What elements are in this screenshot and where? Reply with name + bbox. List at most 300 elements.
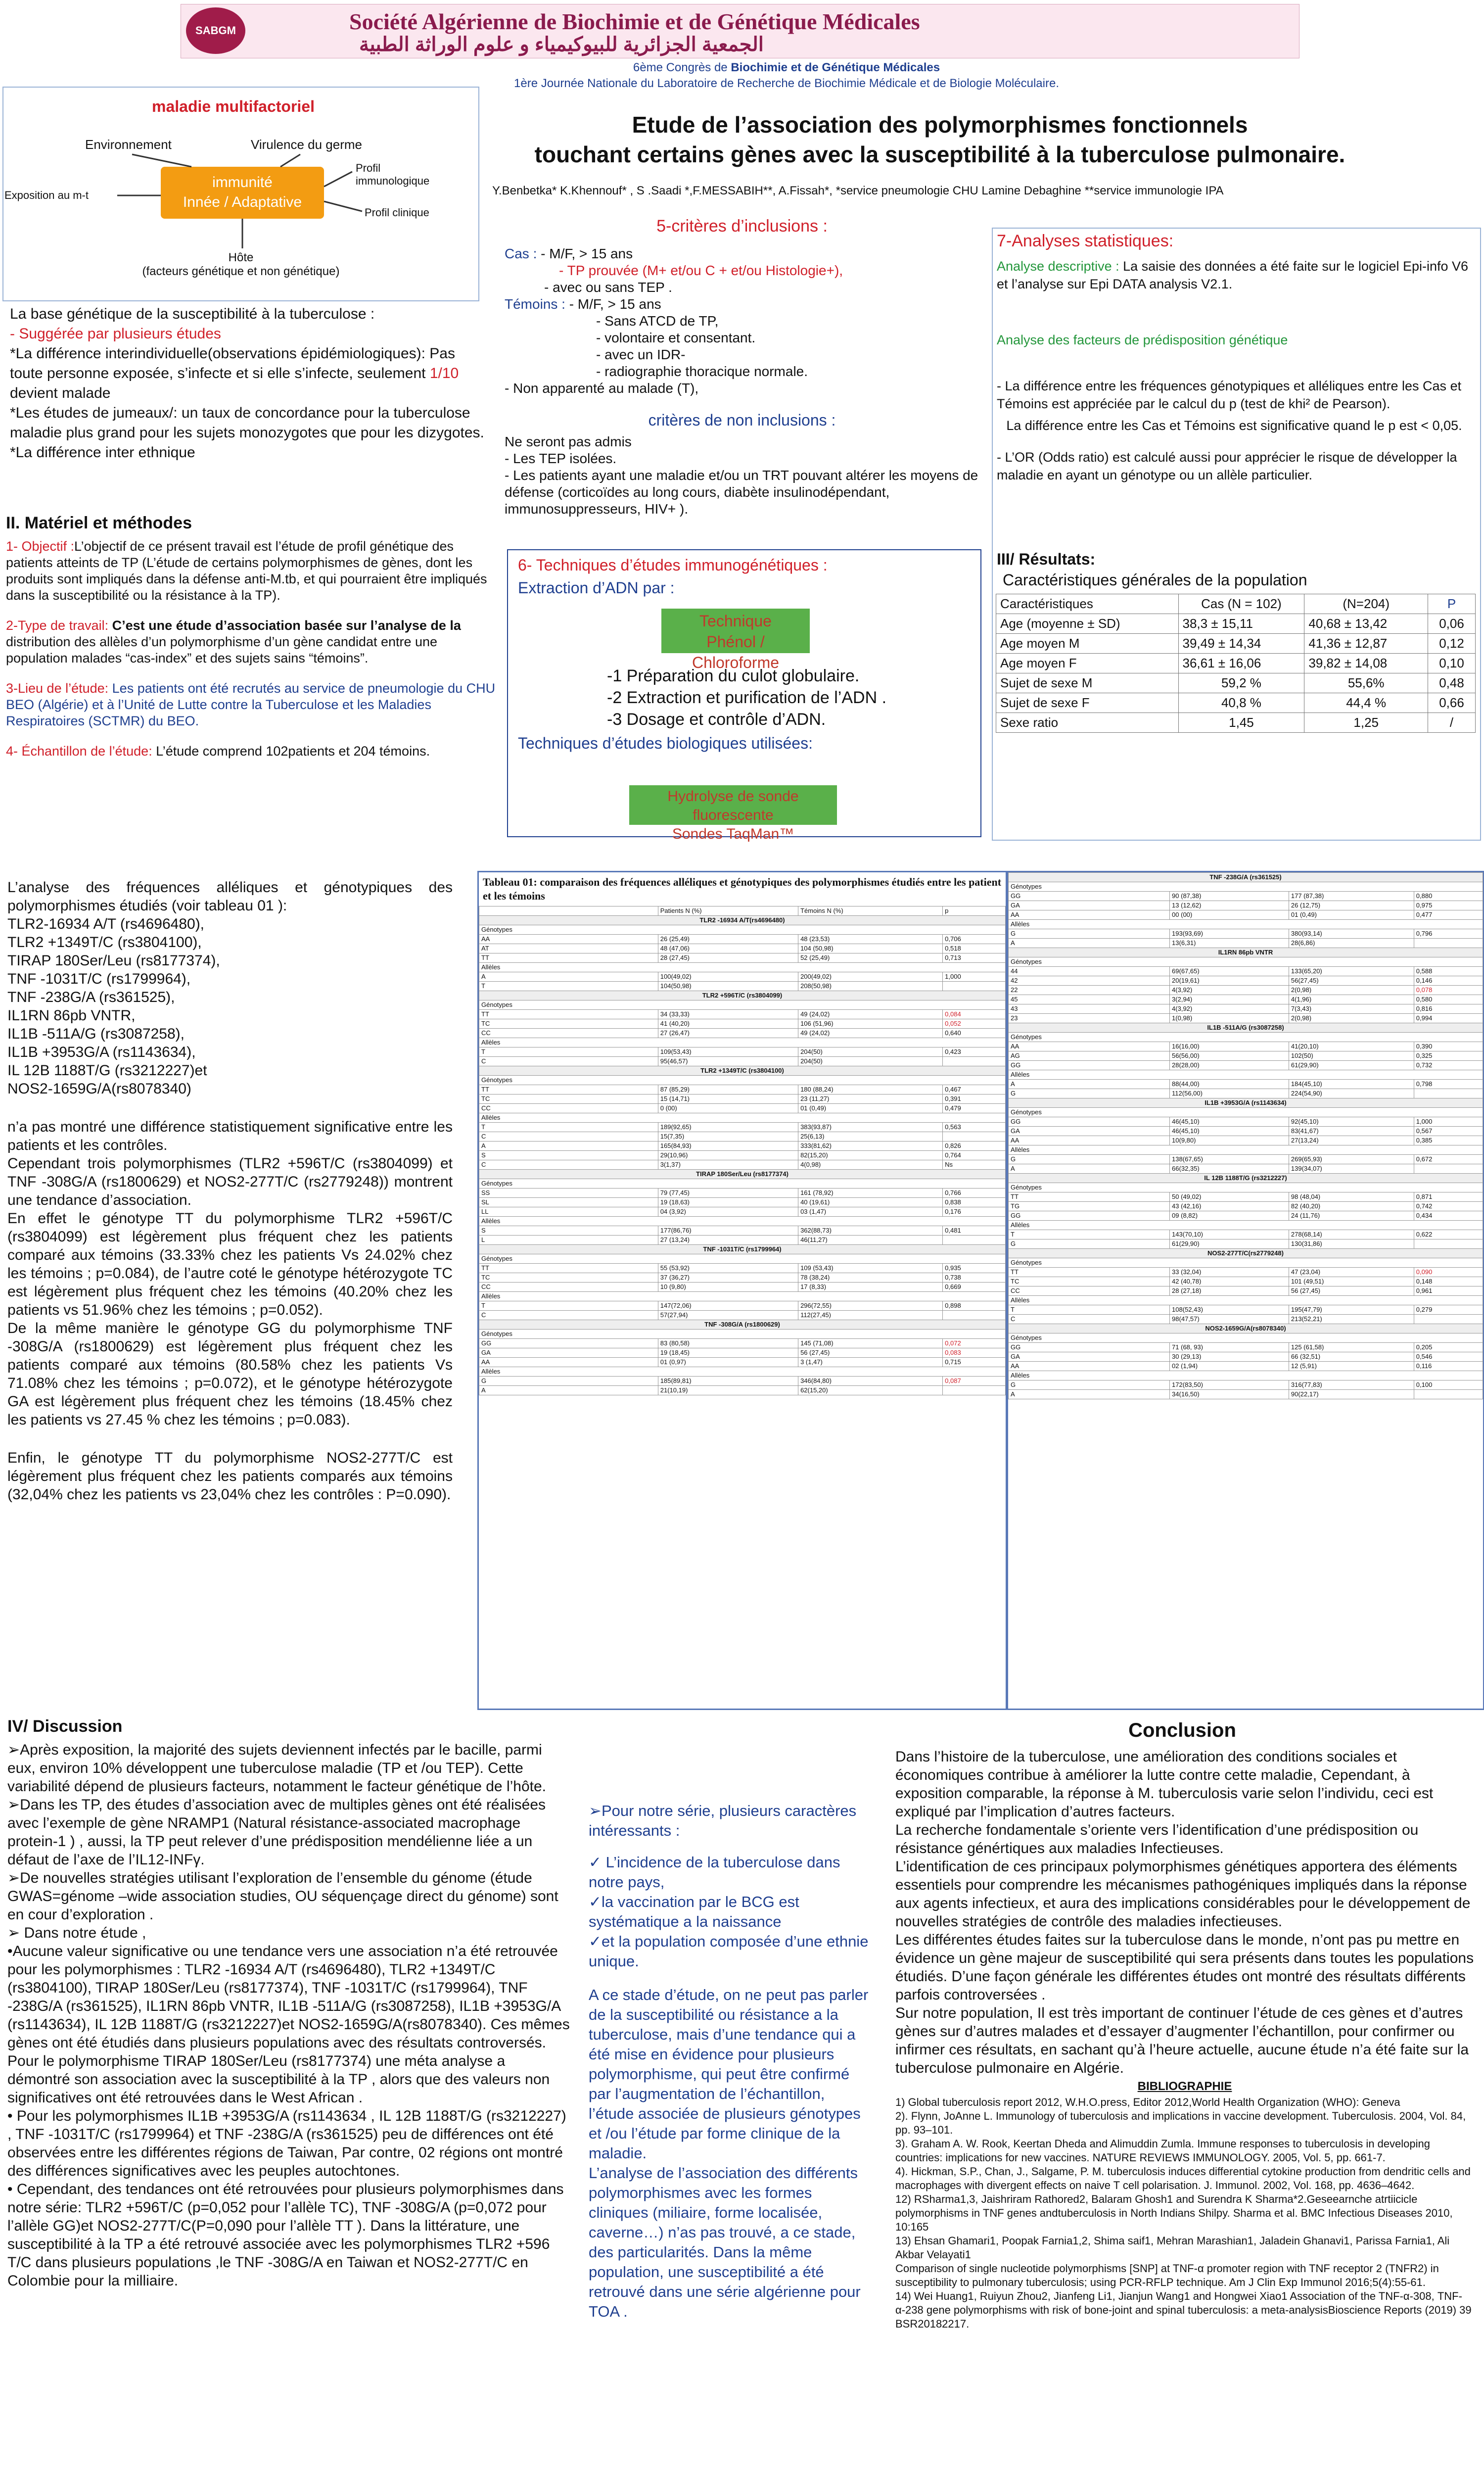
table-cell: 42 (40,78) bbox=[1170, 1277, 1289, 1286]
table-row bbox=[479, 1010, 1006, 1019]
table-cell: 0,078 bbox=[1414, 986, 1483, 995]
table-cell: 147(72,06) bbox=[658, 1301, 798, 1311]
table-cell: 0,477 bbox=[1414, 910, 1483, 920]
table-cell: 3(2,94) bbox=[1170, 995, 1289, 1004]
table-cell: 24 (11,76) bbox=[1289, 1211, 1414, 1221]
table-cell: 208(50,98) bbox=[798, 982, 943, 991]
table-cell: 213(52,21) bbox=[1289, 1315, 1414, 1324]
table-cell: 50 (49,02) bbox=[1170, 1192, 1289, 1202]
table-cell: TT bbox=[1009, 1268, 1170, 1277]
table-group-row bbox=[1009, 1174, 1483, 1183]
table-row bbox=[479, 953, 1006, 963]
gene-label: TLR2 +1349T/C (rs3804100) bbox=[479, 1066, 1006, 1076]
table-cell: 26 (12,75) bbox=[1289, 901, 1414, 910]
table-cell: 0,385 bbox=[1414, 1136, 1483, 1145]
table-cell: 269(65,93) bbox=[1289, 1155, 1414, 1164]
table-cell: C bbox=[479, 1132, 658, 1142]
table-row bbox=[479, 972, 1006, 982]
table-cell: 0,961 bbox=[1414, 1286, 1483, 1296]
table-row bbox=[479, 1348, 1006, 1358]
table-row bbox=[479, 1273, 1006, 1283]
stats-box bbox=[992, 228, 1481, 841]
table-cell: 0,087 bbox=[943, 1377, 1006, 1386]
table-cell: 13 (12,62) bbox=[1170, 901, 1289, 910]
profil-clinique-label: Profil clinique bbox=[365, 206, 429, 219]
table-cell: GG bbox=[1009, 1343, 1170, 1352]
table-cell: GA bbox=[1009, 1127, 1170, 1136]
table-cell bbox=[943, 1057, 1006, 1066]
table-cell bbox=[943, 982, 1006, 991]
table-section-row bbox=[1009, 1183, 1483, 1192]
analysis-block: L’analyse des fréquences alléliques et génotypiques des polymorphismes étudiés (voir tableau 01 ): TLR2-16934 A/T (rs4696480), TLR2 +1349T/C (rs3804100), TIRAP 180Ser/Leu (rs8177374), TNF -1031T/C (rs1799964), TNF -238G/A (rs361525), IL1RN 86pb VNTR, IL1B -511A/G (rs3087258), IL1B +3953G/A (rs1143634), IL 12B 1188T/G (rs3212227)et NOS2-1659G/A(rs8078340) n’a pas montré une différence statistiquement significative entre les patients et les contrôles. Cependant trois polymorphismes (TLR2 +596T/C (rs3804099) et TNF -308G/A (rs1800629) et NOS2-277T/C (rs2779248)) montrent une tendance d’association. En effet le génotype TT du polymorphisme TLR2 +596T/C (rs3804099) est légèrement plus fréquent chez les patients comparé aux témoins (33.33% chez les patients Vs 24.02% chez les témoins ; p=0.084), de l’autre coté le génotype hétérozygote TC est légèrement plus fréquent chez les témoins (40.20% chez les patients vs 51.96% chez les témoins ; p=0.052). De la même manière le génotype GG du polymorphisme TNF -308G/A (rs1800629) est légèrement plus fréquent chez les patients comparé aux témoins (80.58% chez les patients Vs 71.08% chez les témoins ; p=0.072), et le génotype hétérozygote GA est légèrement plus fréquent chez les témoins (18.45% chez les patients vs 27.45 % chez les témoins ; p=0.083). Enfin, le génotype TT du polymorphisme NOS2-277T/C est légèrement plus fréquent chez les patients comparés aux témoins (32,04% chez les patients vs 23,04% chez les contrôles : P=0.090). bbox=[7, 879, 453, 1503]
intro-block: La base génétique de la susceptibilité à la tuberculose : - Suggérée par plusieurs études *La différence interindividuelle(observations épidémiologiques): Pas toute personne exposée, s’infecte et si elle s’infecte, seulement 1/10 devient malade *Les études de jumeaux/: un taux de concordance pour la tuberculose maladie plus grand pour les sujets monozygotes que pour les dizygotes. *La différence inter ethnique bbox=[10, 306, 484, 461]
table-cell: GG bbox=[1009, 1117, 1170, 1127]
table-cell: 10(9,80) bbox=[1170, 1136, 1289, 1145]
table-cell: 180 (88,24) bbox=[798, 1085, 943, 1094]
table-cell: 45 bbox=[1009, 995, 1170, 1004]
table-cell: 28(28,00) bbox=[1170, 1061, 1289, 1070]
table-cell: 0,084 bbox=[943, 1010, 1006, 1019]
table-cell: 44 bbox=[1009, 967, 1170, 976]
diagram-title: maladie multifactoriel bbox=[152, 97, 315, 115]
table-cell: 145 (71,08) bbox=[798, 1339, 943, 1348]
table-cell: 34(16,50) bbox=[1170, 1390, 1289, 1399]
table-cell: 383(93,87) bbox=[798, 1123, 943, 1132]
table-row bbox=[479, 1142, 1006, 1151]
table-cell: 15 (14,71) bbox=[658, 1094, 798, 1104]
table-cell: GA bbox=[479, 1348, 658, 1358]
table1-panel bbox=[477, 871, 1007, 1710]
table-row bbox=[479, 944, 1006, 953]
table-cell: 125 (61,58) bbox=[1289, 1343, 1414, 1352]
table-cell: SL bbox=[479, 1198, 658, 1207]
table-row bbox=[1009, 1239, 1483, 1249]
table-cell: 46(45,10) bbox=[1170, 1127, 1289, 1136]
section-label: Génotypes bbox=[479, 1076, 1006, 1085]
section-label: Allèles bbox=[479, 1113, 1006, 1123]
reference-item: 1) Global tuberculosis report 2012, W.H.O.press, Editor 2012,World Health Organization (WHO): Geneva bbox=[895, 2096, 1400, 2108]
table-cell: 62(15,20) bbox=[798, 1386, 943, 1395]
table-cell: 346(84,80) bbox=[798, 1377, 943, 1386]
gene-label: IL1B +3953G/A (rs1143634) bbox=[1009, 1098, 1483, 1108]
reference-item: 3). Graham A. W. Rook, Keertan Dheda and Alimuddin Zumla. Immune responses to tuberculosis in developing countries: implications for new vaccines. NATURE REVIEWS IMMUNOLOGY. 2005, Vol. 5, pp. 661-7. bbox=[895, 2138, 1431, 2164]
table-cell: 22 bbox=[1009, 986, 1170, 995]
table-cell: 61(29,90) bbox=[1170, 1239, 1289, 1249]
table-cell: 0,325 bbox=[1414, 1051, 1483, 1061]
table-cell: C bbox=[479, 1160, 658, 1170]
table-cell: 189(92,65) bbox=[658, 1123, 798, 1132]
table-row bbox=[1009, 1362, 1483, 1371]
table-row bbox=[479, 1311, 1006, 1320]
polymorphism-list bbox=[7, 915, 453, 1098]
results-row: Sujet de sexe M 59,2 % 55,6% 0,48 bbox=[996, 673, 1476, 693]
table-cell: 0,975 bbox=[1414, 901, 1483, 910]
stats-heading: 7-Analyses statistiques: bbox=[997, 232, 1174, 250]
table-cell: T bbox=[1009, 1230, 1170, 1239]
section-label: Allèles bbox=[1009, 1070, 1483, 1080]
table-cell: G bbox=[1009, 1380, 1170, 1390]
results-header-row: Caractéristiques Cas (N = 102) (N=204) P bbox=[996, 594, 1476, 614]
table-section-row bbox=[479, 1000, 1006, 1010]
table-row bbox=[1009, 1343, 1483, 1352]
table-cell: 10 (9,80) bbox=[658, 1283, 798, 1292]
table-cell: 01 (0,97) bbox=[658, 1358, 798, 1367]
table-cell: CC bbox=[479, 1104, 658, 1113]
table-cell: 0,083 bbox=[943, 1348, 1006, 1358]
table-cell: 19 (18,63) bbox=[658, 1198, 798, 1207]
table-row bbox=[1009, 901, 1483, 910]
gene-label: IL1B -511A/G (rs3087258) bbox=[1009, 1023, 1483, 1033]
table-section-row bbox=[479, 1292, 1006, 1301]
methods-block: 1- Objectif :L’objectif de ce présent travail est l’étude de profil génétique des patients atteints de TP (L’étude de certains polymorphismes de gènes, dont les produits sont impliqués dans la défense anti-M.tb, et qui pourraient être impliqués dans la susceptibilité ou la résistance à la TP). 2-Type de travail: C’est une étude d’association basée sur l’analyse de la distribution des allèles d’un polymorphisme d’un gène candidat entre une population malades “cas-index” et des sujets sains “témoins”. 3-Lieu de l’étude: Les patients ont été recrutés au service de pneumologie du CHU BEO (Algérie) et à l’Unité de Lutte contre la Tuberculose et les Maladies Respiratoires (SCTMR) du BEO. 4- Échantillon de l’étude: L’étude comprend 102patients et 204 témoins. bbox=[6, 539, 496, 759]
table-row bbox=[1009, 1164, 1483, 1174]
table-row bbox=[1009, 1051, 1483, 1061]
table-cell: GG bbox=[1009, 1061, 1170, 1070]
table-cell: 02 (1,94) bbox=[1170, 1362, 1289, 1371]
table-cell: TC bbox=[1009, 1277, 1170, 1286]
table-section-row bbox=[1009, 1221, 1483, 1230]
table-cell: LL bbox=[479, 1207, 658, 1217]
table-section-row bbox=[1009, 920, 1483, 929]
discussion-heading: IV/ Discussion bbox=[7, 1717, 123, 1736]
gene-label: TIRAP 180Ser/Leu (rs8177374) bbox=[479, 1170, 1006, 1179]
section-label: Allèles bbox=[1009, 1296, 1483, 1305]
table-cell: 28 (27,18) bbox=[1170, 1286, 1289, 1296]
table-cell: 0,434 bbox=[1414, 1211, 1483, 1221]
table-group-row bbox=[1009, 873, 1483, 882]
table-cell: AA bbox=[1009, 1136, 1170, 1145]
reference-item: 4). Hickman, S.P., Chan, J., Salgame, P. M. tuberculosis induces differential cytokine production from dendritic cells and macrophages with divergent effects on naive T cell polarisation. J. Immunol. 2002, Vol. 168, pp. 4636–4642. bbox=[895, 2165, 1471, 2191]
conclusion-heading: Conclusion bbox=[1128, 1719, 1236, 1741]
gene-label: TNF -238G/A (rs361525) bbox=[1009, 873, 1483, 882]
table-cell: GG bbox=[1009, 892, 1170, 901]
table-cell bbox=[1414, 1239, 1483, 1249]
table-group-row bbox=[1009, 1098, 1483, 1108]
table-cell bbox=[1414, 1089, 1483, 1098]
table-section-row bbox=[479, 1038, 1006, 1047]
table-cell: TG bbox=[1009, 1202, 1170, 1211]
table-cell: 47 (23,04) bbox=[1289, 1268, 1414, 1277]
table-cell: AA bbox=[1009, 1042, 1170, 1051]
table-cell: 0,546 bbox=[1414, 1352, 1483, 1362]
table-section-row bbox=[479, 1330, 1006, 1339]
table-row bbox=[479, 1160, 1006, 1170]
table-group-row bbox=[479, 1245, 1006, 1254]
table-cell: 0,994 bbox=[1414, 1014, 1483, 1023]
table-row bbox=[1009, 1080, 1483, 1089]
table-cell: 23 bbox=[1009, 1014, 1170, 1023]
table-row bbox=[1009, 1277, 1483, 1286]
table-section-row bbox=[479, 1217, 1006, 1226]
environment-label: Environnement bbox=[85, 137, 172, 152]
table-cell: 04 (3,92) bbox=[658, 1207, 798, 1217]
table-cell: 48 (47,06) bbox=[658, 944, 798, 953]
table-cell: 0,871 bbox=[1414, 1192, 1483, 1202]
table-cell: 0,588 bbox=[1414, 967, 1483, 976]
table2-panel bbox=[1007, 871, 1484, 1710]
gene-label: NOS2-277T/C(rs2779248) bbox=[1009, 1249, 1483, 1258]
table-cell: 09 (8,82) bbox=[1170, 1211, 1289, 1221]
reference-item: 12) RSharma1,3, Jaishriram Rathored2, Balaram Ghosh1 and Surendra K Sharma*2.Geseearnche atrtiicicle polymorphisms in TNF genes andtuberculosis in North Indians Shilpy. Sharma et al. BMC Infectious Diseases 2010, 10:165 bbox=[895, 2193, 1453, 2233]
table-cell: 0,672 bbox=[1414, 1155, 1483, 1164]
table-group-row bbox=[1009, 948, 1483, 957]
results-heading: III/ Résultats: bbox=[997, 550, 1096, 568]
table-cell: 0,669 bbox=[943, 1283, 1006, 1292]
table-cell: 195(47,79) bbox=[1289, 1305, 1414, 1315]
table-cell: 0,146 bbox=[1414, 976, 1483, 986]
section-label: Génotypes bbox=[1009, 1258, 1483, 1268]
polymorphism-item: TLR2-16934 A/T (rs4696480), bbox=[7, 916, 205, 932]
table-cell: 27 (26,47) bbox=[658, 1029, 798, 1038]
table-row bbox=[479, 1057, 1006, 1066]
table-section-row bbox=[1009, 1033, 1483, 1042]
table1 bbox=[479, 906, 1006, 1395]
section-label: Génotypes bbox=[1009, 1108, 1483, 1117]
table-cell: 185(89,81) bbox=[658, 1377, 798, 1386]
table-row bbox=[1009, 1230, 1483, 1239]
table-cell: 61(29,90) bbox=[1289, 1061, 1414, 1070]
table-row bbox=[479, 1104, 1006, 1113]
table-section-row bbox=[1009, 882, 1483, 892]
section-label: Génotypes bbox=[479, 925, 1006, 935]
table-group-row bbox=[479, 916, 1006, 925]
taqman-box: Hydrolyse de sonde fluorescente Sondes TaqMan™ bbox=[629, 785, 837, 825]
table-cell: T bbox=[479, 1123, 658, 1132]
table-row bbox=[1009, 1042, 1483, 1051]
table-section-row bbox=[479, 1367, 1006, 1377]
table-cell: AT bbox=[479, 944, 658, 953]
table-cell: 69(67,65) bbox=[1170, 967, 1289, 976]
polymorphism-item: IL 12B 1188T/G (rs3212227)et bbox=[7, 1062, 207, 1079]
table-cell: 0,205 bbox=[1414, 1343, 1483, 1352]
results-row: Sujet de sexe F 40,8 % 44,4 % 0,66 bbox=[996, 693, 1476, 713]
section-label: Génotypes bbox=[479, 1000, 1006, 1010]
table-cell: 16(16,00) bbox=[1170, 1042, 1289, 1051]
table-cell: 0,567 bbox=[1414, 1127, 1483, 1136]
table-row bbox=[1009, 967, 1483, 976]
table-cell: 01 (0,49) bbox=[798, 1104, 943, 1113]
table-section-row bbox=[479, 1179, 1006, 1189]
table-cell: 106 (51,96) bbox=[798, 1019, 943, 1029]
techniques-box bbox=[507, 549, 981, 842]
table-cell: 41(20,10) bbox=[1289, 1042, 1414, 1051]
table-cell: 204(50) bbox=[798, 1047, 943, 1057]
table-cell: 0,467 bbox=[943, 1085, 1006, 1094]
table-cell: 7(3,43) bbox=[1289, 1004, 1414, 1014]
table-cell: 49 (24,02) bbox=[798, 1029, 943, 1038]
header-banner bbox=[181, 4, 1299, 58]
table-group-row bbox=[479, 1320, 1006, 1330]
table-cell: 56 (27,45) bbox=[1289, 1286, 1414, 1296]
table-row bbox=[1009, 1390, 1483, 1399]
table-cell: 0,622 bbox=[1414, 1230, 1483, 1239]
tech-bio: Techniques d’études biologiques utilisées: bbox=[518, 734, 813, 752]
table-row bbox=[1009, 892, 1483, 901]
table-row bbox=[1009, 1202, 1483, 1211]
results-row: Age moyen F 36,61 ± 16,06 39,82 ± 14,08 0,10 bbox=[996, 654, 1476, 673]
table-cell: 88(44,00) bbox=[1170, 1080, 1289, 1089]
table-cell: 90 (87,38) bbox=[1170, 892, 1289, 901]
table-section-row bbox=[479, 1076, 1006, 1085]
table-cell: 30 (29,13) bbox=[1170, 1352, 1289, 1362]
table-cell: 19 (18,45) bbox=[658, 1348, 798, 1358]
section-label: Allèles bbox=[1009, 920, 1483, 929]
table-cell: 0 (00) bbox=[658, 1104, 798, 1113]
table-cell: 0,798 bbox=[1414, 1080, 1483, 1089]
table-row bbox=[1009, 1061, 1483, 1070]
extraction-steps: -1 Préparation du culot globulaire. -2 Extraction et purification de l’ADN . -3 Dosage et contrôle d’ADN. bbox=[607, 666, 887, 729]
table-cell: TC bbox=[479, 1019, 658, 1029]
section-label: Génotypes bbox=[1009, 1333, 1483, 1343]
table-cell: 46(45,10) bbox=[1170, 1117, 1289, 1127]
society-name-fr: Société Algérienne de Biochimie et de Génétique Médicales bbox=[349, 9, 920, 34]
table-cell: 82 (40,20) bbox=[1289, 1202, 1414, 1211]
polymorphism-item: TNF -1031T/C (rs1799964), bbox=[7, 971, 191, 987]
table-cell: 109(53,43) bbox=[658, 1047, 798, 1057]
table-section-row bbox=[1009, 1296, 1483, 1305]
table-header-cell: p bbox=[943, 906, 1006, 916]
table-cell: 101 (49,51) bbox=[1289, 1277, 1414, 1286]
table-header-row bbox=[479, 906, 1006, 916]
bibliography bbox=[895, 2095, 1474, 2331]
bibliography-heading: BIBLIOGRAPHIE bbox=[1137, 2080, 1232, 2093]
table-cell: 0,715 bbox=[943, 1358, 1006, 1367]
table-cell: 57(27,94) bbox=[658, 1311, 798, 1320]
table-cell: 362(88,73) bbox=[798, 1226, 943, 1236]
table-cell: 316(77,83) bbox=[1289, 1380, 1414, 1390]
table-cell: G bbox=[1009, 1239, 1170, 1249]
section-label: Génotypes bbox=[479, 1179, 1006, 1189]
table-cell: 100(49,02) bbox=[658, 972, 798, 982]
table-row bbox=[1009, 939, 1483, 948]
table-cell: 98(47,57) bbox=[1170, 1315, 1289, 1324]
table-cell: AG bbox=[1009, 1051, 1170, 1061]
table-cell: 0,713 bbox=[943, 953, 1006, 963]
section-label: Génotypes bbox=[1009, 1033, 1483, 1042]
table-cell: 27(13,24) bbox=[1289, 1136, 1414, 1145]
multifactorial-diagram bbox=[2, 87, 479, 301]
table-cell: 0,706 bbox=[943, 935, 1006, 944]
table-group-row bbox=[479, 1170, 1006, 1179]
table-cell: SS bbox=[479, 1189, 658, 1198]
table-cell: 87 (85,29) bbox=[658, 1085, 798, 1094]
table-row bbox=[1009, 1286, 1483, 1296]
table-row bbox=[479, 1198, 1006, 1207]
table-cell: 278(68,14) bbox=[1289, 1230, 1414, 1239]
table-cell: G bbox=[1009, 1089, 1170, 1098]
section-label: Allèles bbox=[1009, 1221, 1483, 1230]
table-cell: 1,000 bbox=[943, 972, 1006, 982]
reference-item: Comparison of single nucleotide polymorphisms [SNP] at TNF-α promoter region with TNF receptor 2 (TNFR2) in susceptibility to pulmonary tuberculosis; using PCR-RFLP technique. Am J Clin Exp Immunol 2016;5(4):55-61. bbox=[895, 2262, 1439, 2288]
table-cell bbox=[943, 1386, 1006, 1395]
table-cell: 49 (24,02) bbox=[798, 1010, 943, 1019]
table-cell: 333(81,62) bbox=[798, 1142, 943, 1151]
table-row bbox=[479, 1283, 1006, 1292]
gene-label: TNF -1031T/C (rs1799964) bbox=[479, 1245, 1006, 1254]
table-cell: 0,796 bbox=[1414, 929, 1483, 939]
table-cell: 193(93,69) bbox=[1170, 929, 1289, 939]
table-cell: 26 (25,49) bbox=[658, 935, 798, 944]
conclusion-block: Dans l’histoire de la tuberculose, une amélioration des conditions sociales et économiques contribue à améliorer la lutte contre cette maladie, Cependant, à exposition comparable, la réponse à M. tuberculosis varie selon l’individu, ceci est expliqué par l’implication d’autres facteurs. La recherche fondamentale s’oriente vers l’identification d’une prédisposition ou résistance génértiques aux maladies Infectieuses. L’identification de ces principaux polymorphismes génétiques apportera des éléments essentiels pour comprendre les mécanismes pathogéniques impliqués dans la réponse aux agents infectieux, et aura des implications considérables pour le développement de nouvelles stratégies de contrôle des maladies infectieuses. Les différentes études faites sur la tuberculose dans le monde, n’ont pas pu mettre en évidence un gène majeur de susceptibilité qui sera présents dans toutes les populations étudiés. D’une façon générale les différentes études ont montré des résultats différents parfois controversées . Sur notre population, Il est très important de continuer l’étude de ces gènes et d’autres gènes sur d’autres malades et d’essayer d’augmenter l’échantillon, pour confirmer ou infirmer ces résultats, en sachant qu’à l’heure actuelle, aucune étude n’a été faite sur la tuberculose pulmonaire en Algérie. BIBLIOGRAPHIE 1) Global tuberculosis report 2012, W.H.O.press, Editor 2012,World Health Organization (WHO): Geneva 2). Flynn, JoAnne L. Immunology of tuberculosis and implications in vaccine development. Tuberculosis. 2004, Vol. 84, pp. 93–101. 3). Graham A. W. Rook, Keertan Dheda and Alimuddin Zumla. Immune responses to tuberculosis in developing countries: implications for new vaccines. NATURE REVIEWS IMMUNOLOGY. 2005, Vol. 5, pp. 661-7. 4). Hickman, S.P., Chan, J., Salgame, P. M. tuberculosis induces differential cytokine production from dendritic cells and macrophages with divergent effects on naive T cell polarisation. J. Immunol. 2002, Vol. 168, pp. 4636–4642. 12) RSharma1,3, Jaishriram Rathored2, Balaram Ghosh1 and Surendra K Sharma*2.Geseearnche atrtiicicle polymorphisms in TNF genes andtuberculosis in North Indians Shilpy. Sharma et al. BMC Infectious Diseases 2010, 10:165 13) Ehsan Ghamari1, Poopak Farnia1,2, Shima saif1, Mehran Marashian1, Jaladein Ghanavi1, Parissa Farnia1, Ali Akbar Velayati1 Comparison of single nucleotide polymorphisms [SNP] at TNF-α promoter region with TNF receptor 2 (TNFR2) in susceptibility to pulmonary tuberculosis; using PCR-RFLP technique. Am J Clin Exp Immunol 2016;5(4):55-61. 14) Wei Huang1, Ruiyun Zhou2, Jianfeng Li1, Jianjun Wang1 and Hongwei Xiao1 Association of the TNF-α-308, TNF-α-238 gene polymorphisms with risk of bone-joint and spinal tuberculosis: a meta-analysisBioscience Reports (2019) 39 BSR20182217. bbox=[895, 1749, 1474, 2330]
section-label: Allèles bbox=[479, 1217, 1006, 1226]
table-group-row bbox=[1009, 1324, 1483, 1333]
poster-title: Etude de l’association des polymorphismes fonctionnels touchant certains gènes avec la susceptibilité à la tuberculose pulmonaire. bbox=[534, 112, 1345, 167]
table-cell: 0,640 bbox=[943, 1029, 1006, 1038]
tech-heading: 6- Techniques d’études immunogénétiques : bbox=[518, 556, 828, 574]
table-cell: TT bbox=[479, 953, 658, 963]
table-row bbox=[1009, 1136, 1483, 1145]
table-cell: CC bbox=[479, 1029, 658, 1038]
table-cell: G bbox=[1009, 1155, 1170, 1164]
table-cell: C bbox=[1009, 1315, 1170, 1324]
table-section-row bbox=[1009, 1371, 1483, 1380]
polymorphism-item: IL1B -511A/G (rs3087258), bbox=[7, 1026, 185, 1042]
table-cell: T bbox=[479, 1301, 658, 1311]
table-cell: GA bbox=[1009, 901, 1170, 910]
table-cell: 28(6,86) bbox=[1289, 939, 1414, 948]
stats-fact: Analyse des facteurs de prédisposition génétique bbox=[997, 333, 1288, 347]
congress-line: 6ème Congrès de Biochimie et de Génétique Médicales bbox=[633, 61, 940, 74]
polymorphism-item: TLR2 +1349T/C (rs3804100), bbox=[7, 934, 202, 951]
section-label: Allèles bbox=[1009, 1145, 1483, 1155]
table-cell: 37 (36,27) bbox=[658, 1273, 798, 1283]
authors: Y.Benbetka* K.Khennouf* , S .Saadi *,F.MESSABIH**, A.Fissah*, *service pneumologie CHU Lamine Debaghine **service immunologie IPA bbox=[492, 184, 1224, 197]
table-row bbox=[479, 1085, 1006, 1094]
table-cell: 0,816 bbox=[1414, 1004, 1483, 1014]
table-cell: 133(65,20) bbox=[1289, 967, 1414, 976]
table-cell: 0,838 bbox=[943, 1198, 1006, 1207]
section-label: Génotypes bbox=[479, 1330, 1006, 1339]
table-cell: 33 (32,04) bbox=[1170, 1268, 1289, 1277]
table-cell: 4(3,92) bbox=[1170, 1004, 1289, 1014]
section-label: Allèles bbox=[1009, 1371, 1483, 1380]
tech-extract: Extraction d’ADN par : bbox=[518, 579, 675, 597]
table-cell bbox=[1414, 1315, 1483, 1324]
table-row bbox=[479, 1189, 1006, 1198]
table-cell: CC bbox=[479, 1283, 658, 1292]
table-row bbox=[479, 1236, 1006, 1245]
table-cell: 0,742 bbox=[1414, 1202, 1483, 1211]
section-label: Allèles bbox=[479, 1038, 1006, 1047]
table1-caption: Tableau 01: comparaison des fréquences alléliques et génotypiques des polymorphismes étudiés entre les patient et les témoins bbox=[483, 876, 1002, 902]
section-label: Génotypes bbox=[1009, 1183, 1483, 1192]
table-cell: A bbox=[1009, 939, 1170, 948]
table-row bbox=[479, 1047, 1006, 1057]
section-label: Allèles bbox=[479, 1367, 1006, 1377]
table-cell: 0,148 bbox=[1414, 1277, 1483, 1286]
table-cell: 0,072 bbox=[943, 1339, 1006, 1348]
section-label: Allèles bbox=[479, 1292, 1006, 1301]
table-row bbox=[479, 1226, 1006, 1236]
table-cell: 90(22,17) bbox=[1289, 1390, 1414, 1399]
table-row bbox=[479, 1094, 1006, 1104]
table-cell: TT bbox=[1009, 1192, 1170, 1202]
table-cell: 40 (19,61) bbox=[798, 1198, 943, 1207]
table-row bbox=[1009, 1192, 1483, 1202]
table-cell: 56(27,45) bbox=[1289, 976, 1414, 986]
gene-label: IL1RN 86pb VNTR bbox=[1009, 948, 1483, 957]
table-group-row bbox=[479, 991, 1006, 1000]
table2 bbox=[1008, 872, 1483, 1399]
table-cell: GG bbox=[479, 1339, 658, 1348]
table-cell: 56 (27,45) bbox=[798, 1348, 943, 1358]
table-cell: 42 bbox=[1009, 976, 1170, 986]
table-cell: AA bbox=[479, 1358, 658, 1367]
table-row bbox=[1009, 1014, 1483, 1023]
table-cell: 177(86,76) bbox=[658, 1226, 798, 1236]
table-cell: 200(49,02) bbox=[798, 972, 943, 982]
table-row bbox=[479, 1264, 1006, 1273]
